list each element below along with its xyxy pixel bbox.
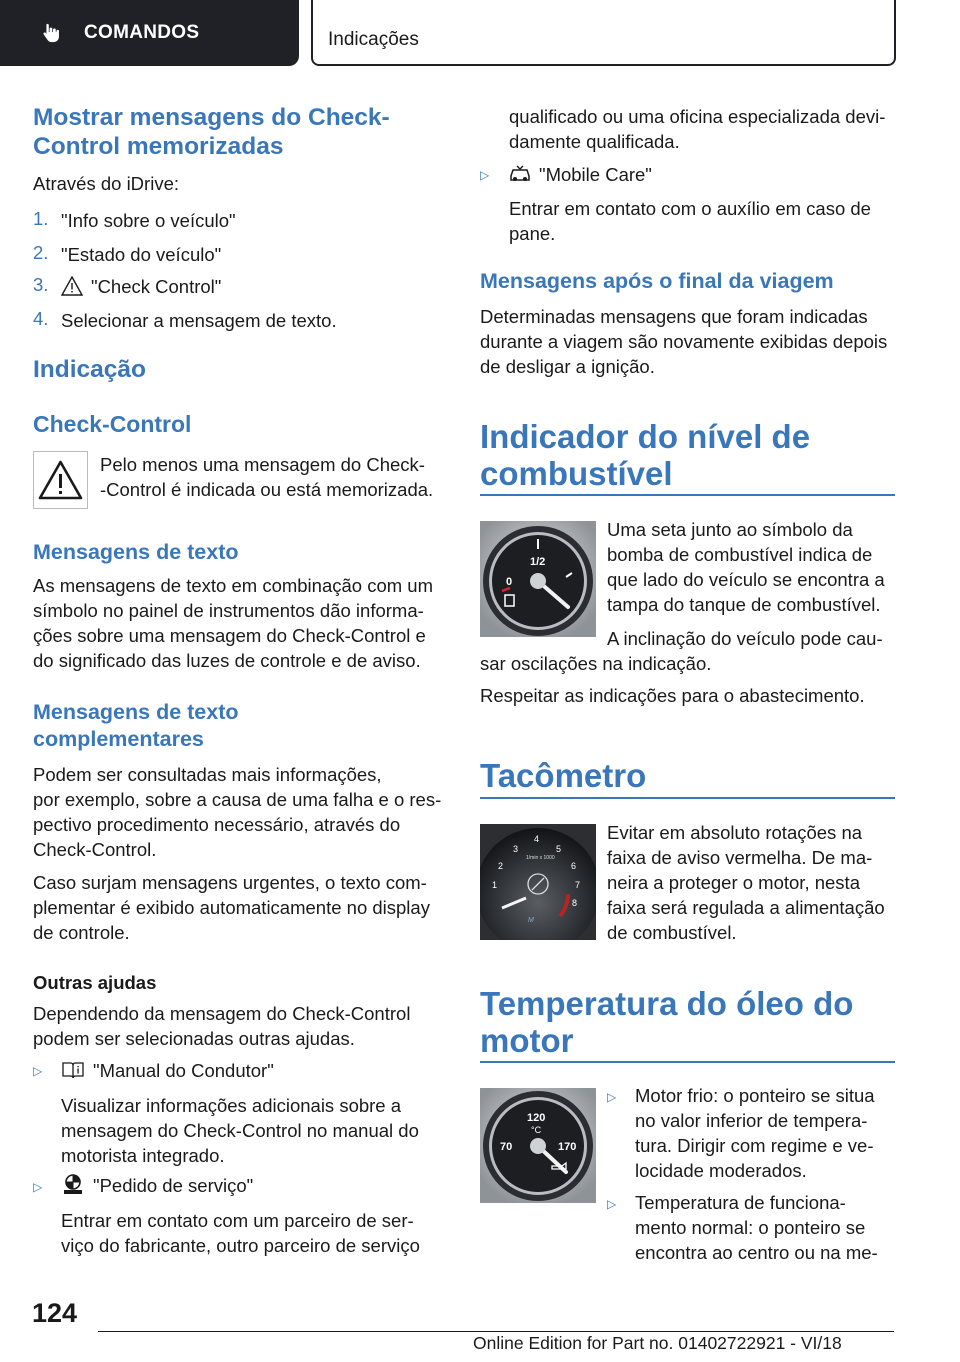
fuel-note-l3: Respeitar as indicações para o abastecimento. bbox=[480, 685, 865, 706]
manual-description: Visualizar informações adicionais sobre a mensagem do Check-Control no manual do motorista integrado. bbox=[61, 1095, 419, 1166]
manual-label: "Manual do Condutor" bbox=[93, 1060, 274, 1081]
heading-mensagens-texto: Mensagens de texto bbox=[33, 540, 239, 564]
page-header bbox=[0, 0, 960, 66]
oil-bullet-2: Temperatura de funciona- mento normal: o ponteiro se encontra ao centro ou na me- bbox=[635, 1192, 878, 1263]
step-number: 1. bbox=[33, 208, 49, 229]
step-text: "Check Control" bbox=[91, 276, 222, 297]
heading-check-control: Check-Control bbox=[33, 411, 192, 437]
heading-mensagens-complementares: Mensagens de texto complementares bbox=[33, 700, 239, 751]
oil-bullet-1: Motor frio: o ponteiro se situa no valor inferior de tempera- tura. Dirigir com regime e ve- locidade moderados. bbox=[635, 1085, 875, 1181]
section-title: COMANDOS bbox=[84, 22, 200, 43]
bullet-triangle-icon: ▷ bbox=[480, 168, 490, 182]
step-item bbox=[61, 274, 221, 299]
via-idrive: Através do iDrive: bbox=[33, 173, 179, 194]
heading-oil-temperature: Temperatura do óleo do motor bbox=[480, 985, 854, 1059]
tacho-tick: 6 bbox=[571, 861, 577, 871]
apos-paragraph: Determinadas mensagens que foram indicadas durante a viagem são novamente exibidas depois de desligar a ignição. bbox=[480, 306, 888, 377]
service-continuation: qualificado ou uma oficina especializada devi- damente qualificada. bbox=[509, 106, 886, 152]
manual-item bbox=[61, 1058, 274, 1083]
bullet-triangle-icon: ▷ bbox=[607, 1197, 617, 1211]
step-number: 4. bbox=[33, 308, 49, 329]
servico-label: "Pedido de serviço" bbox=[93, 1175, 254, 1196]
tacho-caption: 1/min x 1000 bbox=[526, 855, 555, 861]
mobile-care-label: "Mobile Care" bbox=[539, 164, 652, 185]
mobile-care-description: Entrar em contato com o auxílio em caso de pane. bbox=[509, 198, 871, 244]
check-control-text: Pelo menos uma mensagem do Check- -Control é indicada ou está memorizada. bbox=[100, 454, 434, 500]
chapter-title: Indicações bbox=[328, 29, 419, 50]
oil-gauge-low-label: 70 bbox=[500, 1141, 513, 1153]
chapter-tab bbox=[311, 0, 896, 66]
warning-triangle-icon bbox=[34, 452, 87, 508]
svg-text:M: M bbox=[528, 917, 534, 924]
heading-show-messages: Mostrar mensagens do Check- Control memorizadas bbox=[33, 104, 390, 160]
mobile-care-icon bbox=[509, 164, 531, 184]
section-tab bbox=[0, 0, 299, 66]
tacho-tick: 4 bbox=[534, 834, 540, 844]
oil-gauge-high-label: 170 bbox=[558, 1141, 577, 1153]
step-number: 3. bbox=[33, 274, 49, 295]
tachometer-image bbox=[480, 824, 596, 940]
section-rule bbox=[480, 797, 895, 799]
fuel-paragraph: Uma seta junto ao símbolo da bomba de combustível indica de que lado do veículo se encontra a tampa do tanque de combustível. bbox=[607, 519, 885, 615]
edition-text: Online Edition for Part no. 01402722921 - VI/18 bbox=[473, 1333, 842, 1353]
bmw-service-icon bbox=[61, 1173, 85, 1195]
tacho-tick: 3 bbox=[513, 844, 519, 854]
tacho-tick: 2 bbox=[498, 861, 504, 871]
step-text: Selecionar a mensagem de texto. bbox=[61, 310, 337, 331]
servico-item bbox=[61, 1173, 253, 1198]
bullet-triangle-icon: ▷ bbox=[33, 1180, 43, 1194]
outras-paragraph: Dependendo da mensagem do Check-Control podem ser selecionadas outras ajudas. bbox=[33, 1003, 411, 1049]
oil-gauge-mid-label: 120 bbox=[527, 1112, 546, 1124]
tacho-tick: 5 bbox=[556, 844, 562, 854]
tacho-tick: 8 bbox=[572, 898, 578, 908]
fuel-gauge-empty-label: 0 bbox=[506, 576, 513, 588]
tacho-tick: 1 bbox=[492, 880, 498, 890]
servico-description: Entrar em contato com um parceiro de ser- viço do fabricante, outro parceiro de serviço bbox=[61, 1210, 420, 1256]
book-icon bbox=[61, 1060, 85, 1080]
fuel-note-l2: sar oscilações na indicação. bbox=[480, 653, 712, 674]
oil-gauge-unit: °C bbox=[531, 1125, 542, 1135]
fuel-note-l1: A inclinação do veículo pode cau- bbox=[607, 628, 883, 649]
tachometer-paragraph: Evitar em absoluto rotações na faixa de aviso vermelha. De ma- neira a proteger o motor, nesta faixa será regulada a alimentação de combustível. bbox=[607, 822, 885, 943]
mobile-care-item bbox=[509, 162, 652, 187]
step-text: "Estado do veículo" bbox=[61, 244, 222, 265]
heading-indicacao: Indicação bbox=[33, 356, 147, 383]
step-number: 2. bbox=[33, 242, 49, 263]
warning-triangle-icon bbox=[61, 276, 83, 296]
complementares-paragraph: Podem ser consultadas mais informações, por exemplo, sobre a causa de uma falha e o res- pectivo procedimento necessário, através do Check-Control. bbox=[33, 764, 442, 860]
hand-icon bbox=[40, 22, 62, 44]
section-rule bbox=[480, 494, 895, 496]
tacho-tick: 7 bbox=[575, 880, 581, 890]
oil-temperature-image bbox=[480, 1088, 596, 1203]
check-control-symbol-box bbox=[33, 451, 88, 509]
fuel-gauge-image bbox=[480, 521, 596, 637]
mensagens-texto-paragraph: As mensagens de texto em combinação com um símbolo no painel de instrumentos dão informa- ções sobre uma mensagem do Check-Control e do significado das luzes de controle e de aviso. bbox=[33, 575, 433, 671]
section-rule bbox=[480, 1061, 895, 1063]
heading-outras-ajudas: Outras ajudas bbox=[33, 972, 157, 993]
heading-mensagens-apos: Mensagens após o final da viagem bbox=[480, 269, 834, 293]
heading-tachometer: Tacômetro bbox=[480, 757, 647, 794]
footer-rule bbox=[98, 1331, 894, 1332]
heading-fuel-gauge: Indicador do nível de combustível bbox=[480, 418, 811, 492]
urgent-paragraph: Caso surjam mensagens urgentes, o texto com- plementar é exibido automaticamente no display de controle. bbox=[33, 872, 430, 943]
page-number: 124 bbox=[32, 1298, 78, 1328]
bullet-triangle-icon: ▷ bbox=[33, 1064, 43, 1078]
bullet-triangle-icon: ▷ bbox=[607, 1090, 617, 1104]
fuel-gauge-half-label: 1/2 bbox=[530, 556, 546, 568]
step-text: "Info sobre o veículo" bbox=[61, 210, 236, 231]
